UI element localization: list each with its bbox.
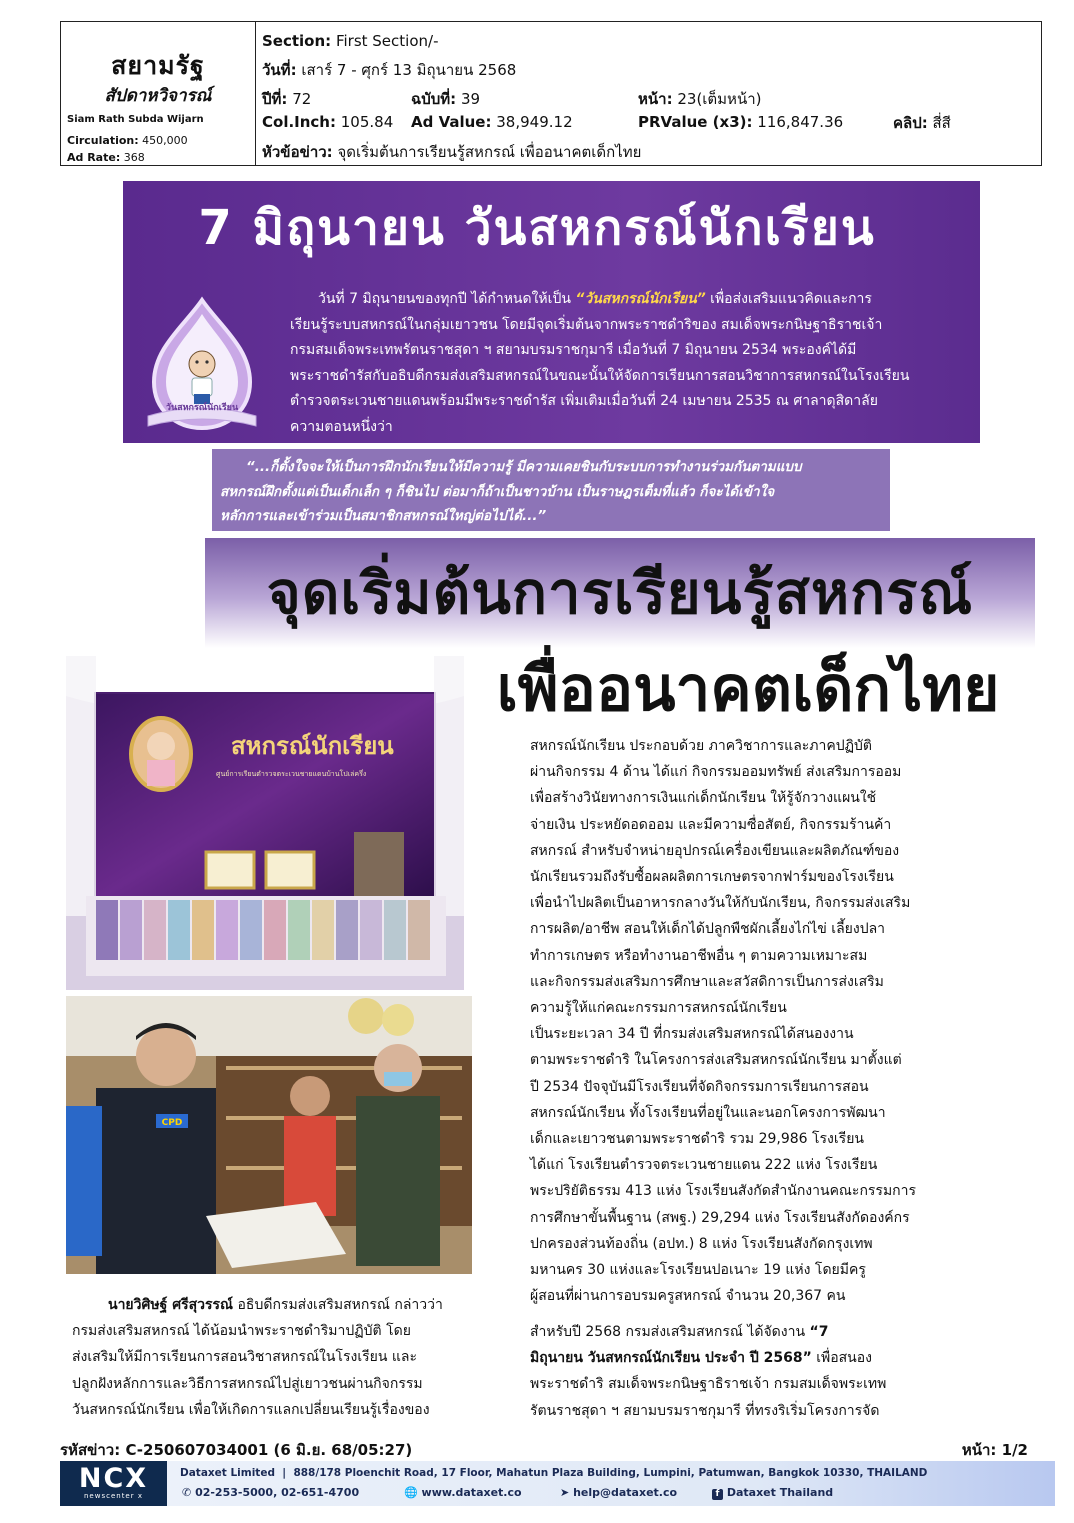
right-column-line: สหกรณ์นักเรียน ทั้งโรงเรียนที่อยู่ในและนอกโครงการพัฒนา bbox=[530, 1104, 886, 1121]
right-column-line: จ่ายเงิน ประหยัดอดออม และมีความซื่อสัตย์, กิจกรรมร้านค้า bbox=[530, 816, 892, 833]
left-column-text: นายวิศิษฐ์ ศรีสุวรรณ์ อธิบดีกรมส่งเสริมสหกรณ์ กล่าวว่า กรมส่งเสริมสหกรณ์ ได้น้อมนำพระราชดำริมาปฏิบัติ โดย ส่งเสริมให้มีการเรียนการสอนวิชาสหกรณ์ในโรงเรียน และ ปลูกฝังหลักการและวิธีการสหกรณ์ไปสู่เยาวชนผ่านกิจกรรม วันสหกรณ์นักเรียน เพื่อให้เกิดการแลกเปลี่ยนเรียนรู้เรื่องของ bbox=[72, 1297, 443, 1418]
ncx-logo: NCX newscenter x bbox=[60, 1461, 167, 1506]
right-column-line: เพื่อสร้างวินัยทางการเงินแก่เด็กนักเรียน ให้รู้จักวางแผนใช้ bbox=[530, 790, 877, 807]
right-column-line: สหกรณ์ สำหรับจำหน่ายอุปกรณ์เครื่องเขียนและผลิตภัณฑ์ของ bbox=[530, 842, 900, 859]
right-column-line: ปกครองส่วนท้องถิ่น (อปท.) 8 แห่ง โรงเรียนสังกัดกรุงเทพ bbox=[530, 1235, 873, 1252]
prvalue-field: PRValue (x3): 116,847.36 bbox=[638, 113, 844, 131]
facebook-link[interactable]: f Dataxet Thailand bbox=[712, 1486, 833, 1500]
phone-contact: ✆ 02-253-5000, 02-651-4700 bbox=[182, 1486, 360, 1499]
right-column-line: สหกรณ์นักเรียน ประกอบด้วย ภาควิชาการและภาคปฏิบัติ bbox=[530, 738, 873, 754]
email-link[interactable]: ➤ help@dataxet.co bbox=[560, 1486, 678, 1499]
publication-box bbox=[61, 22, 256, 165]
photo-cooperative-booth bbox=[66, 656, 464, 990]
right-column-line: การศึกษาขั้นพื้นฐาน (สพฐ.) 29,294 แห่ง โรงเรียนสังกัดองค์กร bbox=[530, 1209, 910, 1226]
page-indicator: หน้า: 1/2 bbox=[961, 1441, 1028, 1459]
article-headline: จุดเริ่มต้นการเรียนรู้สหกรณ์ bbox=[266, 559, 974, 627]
company-address: Dataxet Limited | 888/178 Ploenchit Road, 17 Floor, Mahatun Plaza Building, Lumpini, Patumwan, Bangkok 10330, THAILAND bbox=[180, 1467, 928, 1479]
right-column-line: พระปริยัติธรรม 413 แห่ง โรงเรียนสังกัดสำนักงานคณะกรรมการ bbox=[530, 1183, 917, 1200]
right-column-line: เพื่อนำไปผลิตเป็นอาหารกลางวันให้กับนักเรียน, กิจกรรมส่งเสริม bbox=[530, 895, 911, 912]
booth-sign-text: สหกรณ์นักเรียน bbox=[231, 732, 394, 760]
news-code: รหัสข่าว: C-250607034001 (6 มิ.ย. 68/05:27) bbox=[60, 1441, 413, 1459]
globe-icon: 🌐 bbox=[404, 1486, 418, 1499]
right-column-line: และกิจกรรมส่งเสริมการศึกษาและสวัสดิการเป็นการส่งเสริม bbox=[530, 973, 884, 990]
right-column-line: ความรู้ให้แก่คณะกรรมการสหกรณ์นักเรียน bbox=[530, 1000, 787, 1017]
intro-text: วันที่ 7 มิถุนายนของทุกปี ได้กำหนดให้เป็น “วันสหกรณ์นักเรียน” เพื่อส่งเสริมแนวคิดและการ เรียนรู้ระบบสหกรณ์ในกลุ่มเยาวชน โดยมีจุดเริ่มต้นจากพระราชดำริของ สมเด็จพระกนิษฐาธิราชเจ้า กรมสมเด็จพระเทพรัตนราชสุดา ฯ สยามบรมราชกุมารี เมื่อวันที่ 7 มิถุนายน 2534 พระองค์ได้มี พระราชดำรัสกับอธิบดีกรมส่งเสริมสหกรณ์ในขณะนั้นให้จัดการเรียนการสอนวิชาการสหกรณ์ในโรงเรียน ตำรวจตระเวนชายแดนพร้อมมีพระราชดำรัส เพิ่มเติมเมื่อวันที่ 24 เมษายน 2535 ณ ศาลาดุสิดาลัย ความตอนหนึ่งว่า bbox=[290, 291, 910, 435]
headline-field: หัวข้อข่าว: จุดเริ่มต้นการเรียนรู้สหกรณ์ เพื่ออนาคตเด็กไทย bbox=[262, 143, 642, 161]
booth-photo-image bbox=[66, 656, 464, 990]
publication-name: Siam Rath Subda Wijarn bbox=[67, 114, 204, 125]
section-field: Section: First Section/- bbox=[262, 32, 439, 50]
right-column-line: นักเรียนรวมถึงรับซื้อผลผลิตการเกษตรจากฟาร์มของโรงเรียน bbox=[530, 869, 894, 886]
advalue-field: Ad Value: 38,949.12 bbox=[411, 113, 573, 131]
ad-rate: Ad Rate: 368 bbox=[67, 151, 145, 164]
right-column-line: การผลิต/อาชีพ สอนให้เด็กได้ปลูกพืชผักเลี้ยงไก่ไข่ เลี้ยงปลา bbox=[530, 921, 886, 938]
right-column-text bbox=[530, 733, 916, 1309]
right-column-line: มหานคร 30 แห่งและโรงเรียนปอเนาะ 19 แห่ง โดยมีครู bbox=[530, 1262, 866, 1279]
date-field: วันที่: เสาร์ 7 - ศุกร์ 13 มิถุนายน 2568 bbox=[262, 61, 517, 79]
page-field: หน้า: 23(เต็มหน้า) bbox=[638, 90, 762, 108]
right-column-line: ทำการเกษตร หรือทำงานอาชีพอื่น ๆ ตามความเหมาะสม bbox=[530, 947, 868, 964]
photo-director-visit bbox=[66, 996, 472, 1274]
emblem-label: วันสหกรณ์นักเรียน bbox=[165, 403, 239, 413]
issue-field: ฉบับที่: 39 bbox=[411, 90, 481, 108]
send-icon: ➤ bbox=[560, 1486, 570, 1499]
royal-quote: “...ก็ตั้งใจจะให้เป็นการฝึกนักเรียนให้มีความรู้ มีความเคยชินกับระบบการทำงานร่วมกันตามแบบ สหกรณ์ฝึกตั้งแต่เป็นเด็กเล็ก ๆ ก็ชินไป ต่อมาก็ถ้าเป็นชาวบ้าน เป็นราษฎรเต็มที่แล้ว ก็จะได้เข้าใจ หลักการและเข้าร่วมเป็นสมาชิกสหกรณ์ใหญ่ต่อไปได้...” bbox=[220, 459, 802, 524]
publication-logo-sub: สัปดาหวิจารณ์ bbox=[104, 86, 212, 106]
right-column-line: ได้แก่ โรงเรียนตำรวจตระเวนชายแดน 222 แห่ง โรงเรียน bbox=[530, 1157, 878, 1174]
right-column-line: ตามพระราชดำริ ในโครงการส่งเสริมสหกรณ์นักเรียน มาตั้งแต่ bbox=[530, 1052, 902, 1069]
publication-logo: สยามรัฐ bbox=[111, 51, 205, 80]
student-cooperative-emblem-icon bbox=[142, 296, 262, 436]
circulation: Circulation: 450,000 bbox=[67, 134, 188, 147]
booth-sign-subtext: ศูนย์การเรียนตำรวจตระเวนชายแดนบ้านโปเล่ครึ่ง bbox=[216, 770, 367, 778]
article-subheadline: เพื่ออนาคตเด็กไทย bbox=[496, 652, 1000, 725]
web-link[interactable]: 🌐 www.dataxet.co bbox=[404, 1486, 522, 1499]
right-column-line: ปี 2534 ปัจจุบันมีโรงเรียนที่จัดกิจกรรมการเรียนการสอน bbox=[530, 1078, 869, 1095]
banner-title: 7 มิถุนายน วันสหกรณ์นักเรียน bbox=[198, 200, 876, 256]
phone-icon: ✆ bbox=[182, 1486, 192, 1499]
cpd-badge-text: CPD bbox=[161, 1118, 183, 1128]
clipping-header bbox=[60, 21, 1042, 166]
right-column-line: ผ่านกิจกรรม 4 ด้าน ได้แก่ กิจกรรมออมทรัพย์ ส่งเสริมการออม bbox=[530, 764, 902, 781]
colinch-field: Col.Inch: 105.84 bbox=[262, 113, 394, 131]
year-field: ปีที่: 72 bbox=[262, 90, 312, 108]
clip-field: คลิป: สี่สี bbox=[893, 114, 951, 132]
visit-photo-image bbox=[66, 996, 472, 1274]
facebook-icon: f bbox=[712, 1489, 723, 1500]
right-column-line: ผู้สอนที่ผ่านการอบรมครูสหกรณ์ จำนวน 20,367 คน bbox=[530, 1288, 846, 1305]
right-column-line: เด็กและเยาวชนตามพระราชดำริ รวม 29,986 โรงเรียน bbox=[530, 1131, 864, 1148]
right-column-closing-paragraph: สำหรับปี 2568 กรมส่งเสริมสหกรณ์ ได้จัดงาน “7 มิถุนายน วันสหกรณ์นักเรียน ประจำ ปี 2568” เพื่อสนอง พระราชดำริ สมเด็จพระกนิษฐาธิราชเจ้า กรมสมเด็จพระเทพ รัตนราชสุดา ฯ สยามบรมราชกุมารี ที่ทรงริเริ่มโครงการจัด bbox=[530, 1324, 887, 1419]
right-column-line: เป็นระยะเวลา 34 ปี ที่กรมส่งเสริมสหกรณ์ได้สนองงาน bbox=[530, 1026, 854, 1043]
